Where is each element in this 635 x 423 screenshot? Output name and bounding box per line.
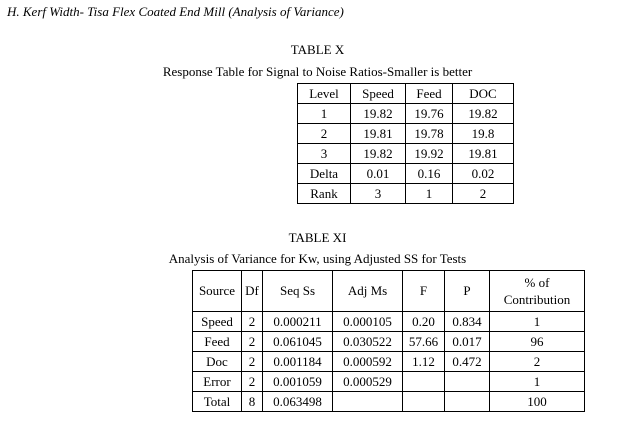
table-cell: 0.063498 [263,392,333,412]
column-header: Speed [351,84,406,104]
table-cell [445,372,490,392]
table-cell: 1 [490,372,585,392]
table-cell: 19.82 [351,144,406,164]
column-header: Df [242,271,263,312]
table-cell: Rank [298,184,351,204]
column-header: DOC [453,84,514,104]
column-header: Feed [406,84,453,104]
table-cell: 2 [453,184,514,204]
table-cell: 0.001059 [263,372,333,392]
table-cell: 0.000211 [263,312,333,332]
table-cell [403,372,445,392]
table-cell: 19.8 [453,124,514,144]
table-cell: Delta [298,164,351,184]
table-xi-caption: Analysis of Variance for Kw, using Adjusted SS for Tests [168,251,467,266]
table-cell: 0.017 [445,332,490,352]
pc-header-line1: % of [524,275,550,290]
table-row [298,124,514,144]
table-cell: 1 [490,312,585,332]
table-cell: 0.000105 [333,312,403,332]
table-cell: 3 [298,144,351,164]
table-cell: 19.82 [453,104,514,124]
table-cell: 19.81 [351,124,406,144]
table-cell: 0.02 [453,164,514,184]
table-header-row [298,84,514,104]
table-cell: 2 [298,124,351,144]
table-cell: 0.000592 [333,352,403,372]
table-cell: 19.92 [406,144,453,164]
table-cell: 0.001184 [263,352,333,372]
table-x-caption: Response Table for Signal to Noise Ratios-Smaller is better [162,64,473,79]
table-cell [445,392,490,412]
table-cell: 2 [242,332,263,352]
table-cell: 1 [298,104,351,124]
table-cell: Error [193,372,242,392]
column-header: P [445,271,490,312]
table-cell: 1.12 [403,352,445,372]
table-cell: 2 [242,312,263,332]
column-header: F [403,271,445,312]
table-cell: 19.78 [406,124,453,144]
table-cell: 19.81 [453,144,514,164]
table-cell: 100 [490,392,585,412]
table-cell: 8 [242,392,263,412]
table-cell: Feed [193,332,242,352]
table-cell: 0.834 [445,312,490,332]
table-cell: 0.16 [406,164,453,184]
table-cell: 19.82 [351,104,406,124]
column-header [490,271,585,312]
section-heading: H. Kerf Width- Tisa Flex Coated End Mill (Analysis of Variance) [7,4,344,19]
table-row [298,164,514,184]
table-cell: 2 [242,372,263,392]
table-cell: 96 [490,332,585,352]
table-cell: 3 [351,184,406,204]
table-cell: 19.76 [406,104,453,124]
column-header: Seq Ss [263,271,333,312]
table-cell: 0.472 [445,352,490,372]
table-cell: 0.01 [351,164,406,184]
table-row [298,104,514,124]
table-cell: 0.030522 [333,332,403,352]
table-cell: 2 [242,352,263,372]
table-x-label: TABLE X [290,42,345,57]
column-header: Source [193,271,242,312]
table-row [193,332,585,352]
pc-header-line2: Contribution [503,292,571,307]
table-cell: Doc [193,352,242,372]
table-row [193,372,585,392]
table-row [298,184,514,204]
table-row [193,352,585,372]
anova-table [192,270,585,412]
table-cell [333,392,403,412]
table-cell: 1 [406,184,453,204]
table-row [298,144,514,164]
table-row [193,392,585,412]
table-cell: Speed [193,312,242,332]
table-cell: 2 [490,352,585,372]
table-cell [403,392,445,412]
table-xi-label: TABLE XI [288,230,347,245]
response-table [297,83,514,204]
table-row [193,312,585,332]
table-cell: 0.061045 [263,332,333,352]
table-cell: 0.000529 [333,372,403,392]
table-cell: 0.20 [403,312,445,332]
table-cell: 57.66 [403,332,445,352]
column-header: Level [298,84,351,104]
column-header: Adj Ms [333,271,403,312]
table-cell: Total [193,392,242,412]
table-header-row [193,271,585,312]
